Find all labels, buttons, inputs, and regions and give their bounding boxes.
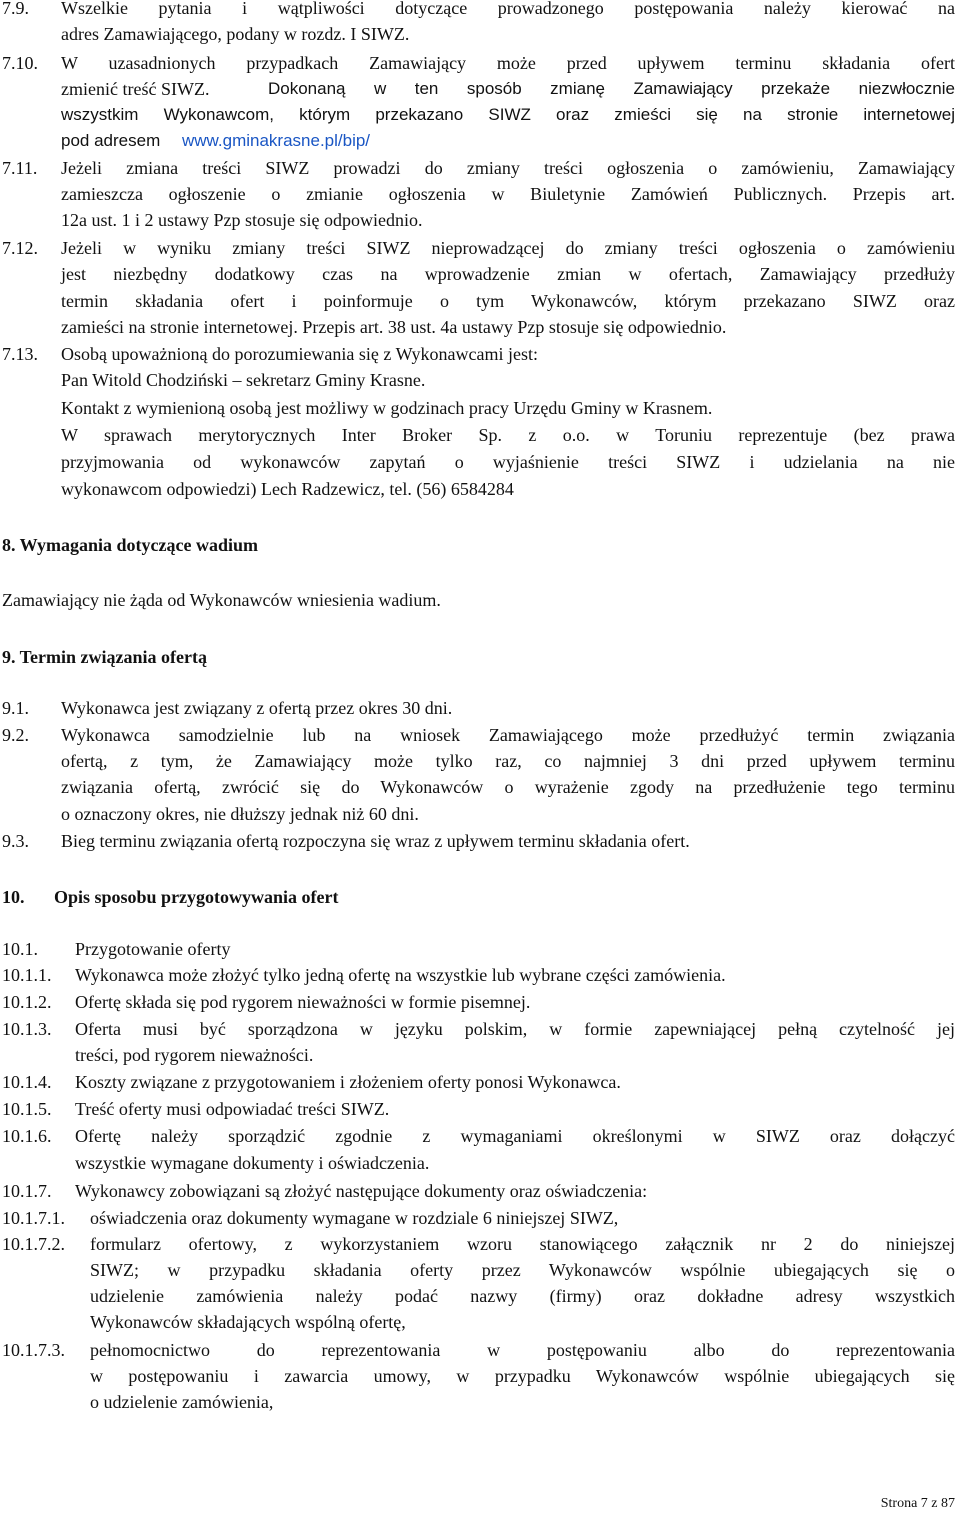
item-text: Jeżeli zmiana treści SIWZ prowadzi do zmiany treści ogłoszenia o zamówieniu, Zamawiający	[61, 158, 955, 178]
item-number: 10.1.7.	[2, 1181, 52, 1201]
item-text: Pan Witold Chodziński – sekretarz Gminy Krasne.	[61, 370, 426, 390]
item-text: Wykonawca może złożyć tylko jedną ofertę na wszystkie lub wybrane części zamówienia.	[75, 965, 726, 985]
item-text: o udzielenie zamówienia,	[90, 1392, 274, 1412]
heading-text: Opis sposobu przygotowywania ofert	[54, 887, 339, 907]
item-text: ofertą, z tym, że Zamawiający może tylko raz, co najmniej 3 dni przed upływem terminu	[61, 751, 955, 771]
item-text: Oferta musi być sporządzona w języku polskim, w formie zapewniającej pełną czytelność jej	[75, 1019, 955, 1039]
item-text: o oznaczony okres, nie dłuższy jednak niż 60 dni.	[61, 804, 419, 824]
bip-link[interactable]: www.gminakrasne.pl/bip/	[182, 131, 371, 150]
item-number: 7.13.	[2, 344, 38, 364]
item-text: Ofertę należy sporządzić zgodnie z wymaganiami określonymi w SIWZ oraz dołączyć	[75, 1126, 955, 1146]
item-text: Jeżeli w wyniku zmiany treści SIWZ nieprowadzącej do zmiany treści ogłoszenia o zamówieniu	[61, 238, 955, 258]
item-number: 10.1.7.2.	[2, 1234, 65, 1254]
item-text: treści, pod rygorem nieważności.	[75, 1045, 314, 1065]
item-text: W sprawach merytorycznych Inter Broker Sp. z o.o. w Toruniu reprezentuje (bez prawa	[61, 425, 955, 445]
item-text: formularz ofertowy, z wykorzystaniem wzoru stanowiącego załącznik nr 2 do niniejszej	[90, 1234, 955, 1254]
item-text-sans: pod adresem	[61, 131, 161, 150]
heading-number: 10.	[2, 887, 25, 907]
paragraph-text: Zamawiający nie żąda od Wykonawców wniesienia wadium.	[2, 590, 441, 610]
item-number: 10.1.1.	[2, 965, 52, 985]
item-number: 10.1.7.1.	[2, 1208, 65, 1228]
item-number: 10.1.3.	[2, 1019, 52, 1039]
heading-text: 8. Wymagania dotyczące wadium	[2, 535, 258, 555]
item-number: 7.11.	[2, 158, 38, 178]
item-text: pełnomocnictwo do reprezentowania w postępowaniu albo do reprezentowania	[90, 1340, 955, 1360]
item-text: 12a ust. 1 i 2 ustawy Pzp stosuje się odpowiednio.	[61, 210, 423, 230]
item-number: 7.12.	[2, 238, 38, 258]
item-number: 9.3.	[2, 831, 29, 851]
item-text: SIWZ; w przypadku składania oferty przez Wykonawców wspólnie ubiegających się o	[90, 1260, 955, 1280]
item-text: wykonawcom odpowiedzi) Lech Radzewicz, tel. (56) 6584284	[61, 479, 514, 499]
item-text: zmienić treść SIWZ.	[61, 79, 210, 99]
item-text: adres Zamawiającego, podany w rozdz. I SIWZ.	[61, 24, 410, 44]
item-text: oświadczenia oraz dokumenty wymagane w rozdziale 6 niniejszej SIWZ,	[90, 1208, 619, 1228]
item-text-sans: wszystkim Wykonawcom, którym przekazano SIWZ oraz zmieści się na stronie internetowej	[61, 105, 955, 124]
item-text: Koszty związane z przygotowaniem i złożeniem oferty ponosi Wykonawca.	[75, 1072, 621, 1092]
item-text: Wykonawcy zobowiązani są złożyć następujące dokumenty oraz oświadczenia:	[75, 1181, 648, 1201]
item-text: Wykonawca samodzielnie lub na wniosek Zamawiającego może przedłużyć termin związania	[61, 725, 955, 745]
item-text: Treść oferty musi odpowiadać treści SIWZ.	[75, 1099, 390, 1119]
item-text: W uzasadnionych przypadkach Zamawiający może przed upływem terminu składania ofert	[61, 53, 955, 73]
item-text: jest niezbędny dodatkowy czas na wprowadzenie zmian w ofertach, Zamawiający przedłuży	[61, 264, 955, 284]
item-text: udzielenie zamówienia należy podać nazwy (firmy) oraz dokładne adresy wszystkich	[90, 1286, 955, 1306]
item-text: Bieg terminu związania ofertą rozpoczyna się wraz z upływem terminu składania ofert.	[61, 831, 690, 851]
item-number: 9.2.	[2, 725, 29, 745]
heading-text: 9. Termin związania ofertą	[2, 647, 207, 667]
item-text: Przygotowanie oferty	[75, 939, 231, 959]
item-text: termin składania ofert i poinformuje o tym Wykonawców, którym przekazano SIWZ oraz	[61, 291, 955, 311]
item-number: 10.1.7.3.	[2, 1340, 65, 1360]
item-text: Wszelkie pytania i wątpliwości dotyczące prowadzonego postępowania należy kierować na	[61, 0, 955, 18]
item-text: Wykonawca jest związany z ofertą przez okres 30 dni.	[61, 698, 453, 718]
item-text: zamieści na stronie internetowej. Przepis art. 38 ust. 4a ustawy Pzp stosuje się odpowiednio.	[61, 317, 727, 337]
item-number: 10.1.2.	[2, 992, 52, 1012]
item-number: 7.9.	[2, 0, 29, 18]
item-number: 10.1.	[2, 939, 38, 959]
item-text: zamieszcza ogłoszenie o zmianie ogłoszenia w Biuletynie Zamówień Publicznych. Przepis art.	[61, 184, 955, 204]
item-number: 10.1.4.	[2, 1072, 52, 1092]
item-number: 10.1.6.	[2, 1126, 52, 1146]
item-text: związania ofertą, zwrócić się do Wykonawców o wyrażenie zgody na przedłużenie tego terminu	[61, 777, 955, 797]
page-number: Strona 7 z 87	[880, 1496, 955, 1511]
item-text: Kontakt z wymienioną osobą jest możliwy w godzinach pracy Urzędu Gminy w Krasnem.	[61, 398, 713, 418]
item-text: Ofertę składa się pod rygorem nieważności w formie pisemnej.	[75, 992, 531, 1012]
item-text: przyjmowania od wykonawców zapytań o wyjaśnienie treści SIWZ i udzielania na nie	[61, 452, 955, 472]
item-number: 10.1.5.	[2, 1099, 52, 1119]
item-text: Osobą upoważnioną do porozumiewania się z Wykonawcami jest:	[61, 344, 538, 364]
item-text: w postępowaniu i zawarcia umowy, w przypadku Wykonawców wspólnie ubiegających się	[90, 1366, 955, 1386]
item-number: 7.10.	[2, 53, 38, 73]
item-text: wszystkie wymagane dokumenty i oświadczenia.	[75, 1153, 430, 1173]
item-number: 9.1.	[2, 698, 29, 718]
item-text: Wykonawców składających wspólną ofertę,	[90, 1312, 406, 1332]
item-text-sans: Dokonaną w ten sposób zmianę Zamawiający przekaże niezwłocznie	[268, 79, 955, 98]
